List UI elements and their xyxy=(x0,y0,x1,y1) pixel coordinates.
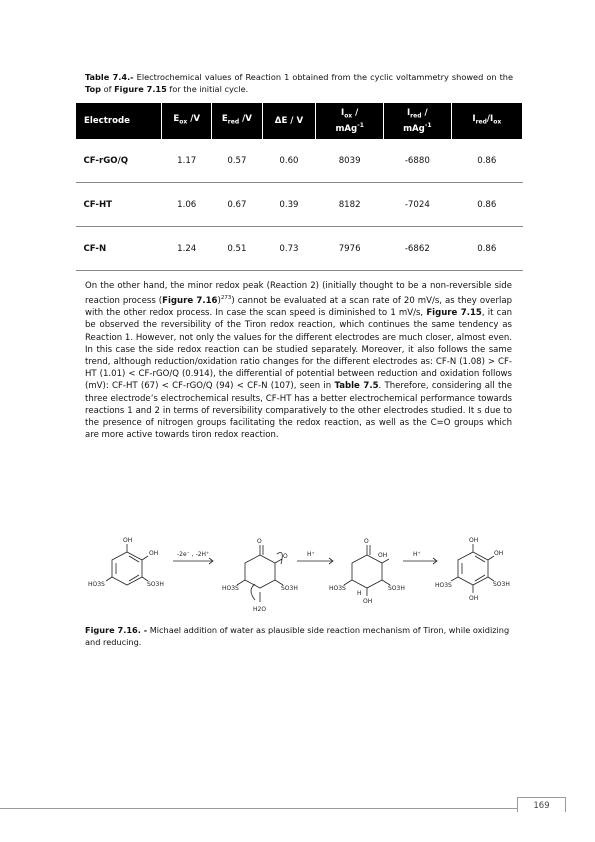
header-delta-e: ΔE / V xyxy=(262,103,316,139)
oxygen-label: O xyxy=(364,538,369,545)
sulfonate-label: HO3S xyxy=(222,585,239,592)
header-ired: $I_{red}$ / mAg$^{-1}$ xyxy=(383,103,451,139)
sulfonate-label: HO3S xyxy=(435,582,452,589)
cell-ratio: 0.86 xyxy=(451,183,522,227)
oxygen-label: O xyxy=(257,538,262,545)
figure-reference: Figure 7.15 xyxy=(426,308,482,319)
benzene-ring xyxy=(112,552,142,585)
cell-ired: -7024 xyxy=(383,183,451,227)
table-caption xyxy=(85,71,513,95)
header-eox: $E_{ox}$ /V xyxy=(162,103,212,139)
figure-caption-label: Figure 7.16. - xyxy=(85,625,148,635)
table-caption-text: Electrochemical values of Reaction 1 obtained from the cyclic voltammetry showed on the xyxy=(133,72,514,82)
quinone-molecule xyxy=(222,538,298,613)
oh-label: OH xyxy=(149,550,159,557)
intermediate-molecule xyxy=(329,538,405,605)
header-ered: $E_{red}$ /V xyxy=(212,103,262,139)
cell-iox: 8039 xyxy=(316,139,384,183)
table-caption-label: Table 7.4.- xyxy=(85,72,134,82)
arrow-label: -2e⁻ , -2H⁺ xyxy=(177,551,210,558)
sulfonate-label: HO3S xyxy=(329,585,346,592)
arrow-label: H⁺ xyxy=(307,551,315,558)
product-ring xyxy=(458,552,488,585)
sulfonate-label: SO3H xyxy=(493,581,510,588)
cell-eox: 1.06 xyxy=(162,183,212,227)
cell-electrode: CF-rGO/Q xyxy=(76,139,162,183)
table-caption-top-ref: Top xyxy=(85,84,101,94)
arrow-label: H⁺ xyxy=(413,551,421,558)
oh-label: OH xyxy=(494,550,504,557)
table-header-row xyxy=(76,103,523,139)
body-paragraph xyxy=(85,280,512,441)
cell-delta-e: 0.73 xyxy=(262,227,316,271)
electrochemical-table xyxy=(75,103,523,271)
paragraph-text: ) cannot be evaluated at a scan rate of 20 mV/s, as they overlap with the other redox process. In case the scan speed is diminished to 1 mV/s, xyxy=(85,296,512,319)
cell-ratio: 0.86 xyxy=(451,227,522,271)
cell-eox: 1.24 xyxy=(162,227,212,271)
oh-label: OH xyxy=(363,598,373,605)
oxidation-arrow xyxy=(173,551,213,564)
cell-electrode: CF-N xyxy=(76,227,162,271)
water-label: H2O xyxy=(253,606,267,613)
cell-iox: 7976 xyxy=(316,227,384,271)
table-row xyxy=(76,183,523,227)
figure-caption-text: Michael addition of water as plausible side reaction mechanism of Tiron, while oxidizing and reducing. xyxy=(85,625,510,647)
reaction-scheme xyxy=(85,530,515,620)
protonation-arrow xyxy=(297,551,333,564)
table-row xyxy=(76,227,523,271)
oxygen-label: O xyxy=(283,553,288,560)
cell-ered: 0.51 xyxy=(212,227,262,271)
paragraph-text: ) xyxy=(217,296,221,307)
cell-ired: -6862 xyxy=(383,227,451,271)
paragraph-text: . Therefore, considering all the three electrode’s electrochemical results, CF-HT has a better electrochemical performance towards reactions 1 and 2 in terms of reversibility comparatively to the other electrodes studied. It s due to the presence of nitrogen groups facilitating the redox reaction, as well as the C=O groups which are more active towards tiron redox reaction. xyxy=(85,381,512,441)
footer-rule xyxy=(0,808,517,809)
table-row xyxy=(76,139,523,183)
quinone-ring xyxy=(245,555,275,588)
figure-caption xyxy=(85,624,513,648)
table-caption-text: for the initial cycle. xyxy=(166,84,249,94)
sulfonate-label: SO3H xyxy=(147,581,164,588)
intermediate-ring xyxy=(352,555,382,588)
table-caption-text: of xyxy=(100,84,115,94)
oh-label: OH xyxy=(123,537,133,544)
hydrogen-label: H xyxy=(357,590,362,597)
citation-superscript: 273 xyxy=(220,295,232,302)
oh-label: OH xyxy=(378,552,388,559)
header-iox: $I_{ox}$ / mAg$^{-1}$ xyxy=(316,103,384,139)
product-molecule xyxy=(435,537,510,602)
page-number: 169 xyxy=(517,797,566,812)
cell-delta-e: 0.60 xyxy=(262,139,316,183)
cell-ered: 0.67 xyxy=(212,183,262,227)
sulfonate-label: SO3H xyxy=(281,585,298,592)
cell-delta-e: 0.39 xyxy=(262,183,316,227)
cell-ered: 0.57 xyxy=(212,139,262,183)
sulfonate-label: SO3H xyxy=(388,585,405,592)
tiron-molecule xyxy=(88,537,164,588)
paragraph-text: , it can be observed the reversibility of the Tiron redox reaction, which continues the same tendency as Reaction 1. However, not only the values for the different electrodes are much closer, almost even. In this case the side redox reaction can be studied separately. Moreover, it also follows the same trend, although reduction/oxidation ratio changes for the different electrodes as: CF-N (1.08) > CF-HT (1.01) < CF-rGO/Q (0.914), the differential of potential between reduction and oxidation follows (mV): CF-HT (67) < CF-rGO/Q (94) < CF-N (107), seen in xyxy=(85,308,512,392)
cell-ratio: 0.86 xyxy=(451,139,522,183)
header-ratio: $I_{red}/I_{ox}$ xyxy=(451,103,522,139)
paragraph-text: On the other hand, the minor redox peak (Reaction 2) (initially thought to be a non-reversible side reaction process ( xyxy=(85,281,512,307)
oh-label: OH xyxy=(469,595,479,602)
cell-electrode: CF-HT xyxy=(76,183,162,227)
figure-reference: Figure 7.16 xyxy=(162,296,218,307)
table-reference: Table 7.5 xyxy=(334,381,379,392)
table-caption-figure-ref: Figure 7.15 xyxy=(114,84,167,94)
cell-iox: 8182 xyxy=(316,183,384,227)
sulfonate-label: HO3S xyxy=(88,581,105,588)
oh-label: OH xyxy=(469,537,479,544)
tautomerization-arrow xyxy=(403,551,437,564)
cell-eox: 1.17 xyxy=(162,139,212,183)
cell-ired: -6880 xyxy=(383,139,451,183)
header-electrode: Electrode xyxy=(76,103,162,139)
